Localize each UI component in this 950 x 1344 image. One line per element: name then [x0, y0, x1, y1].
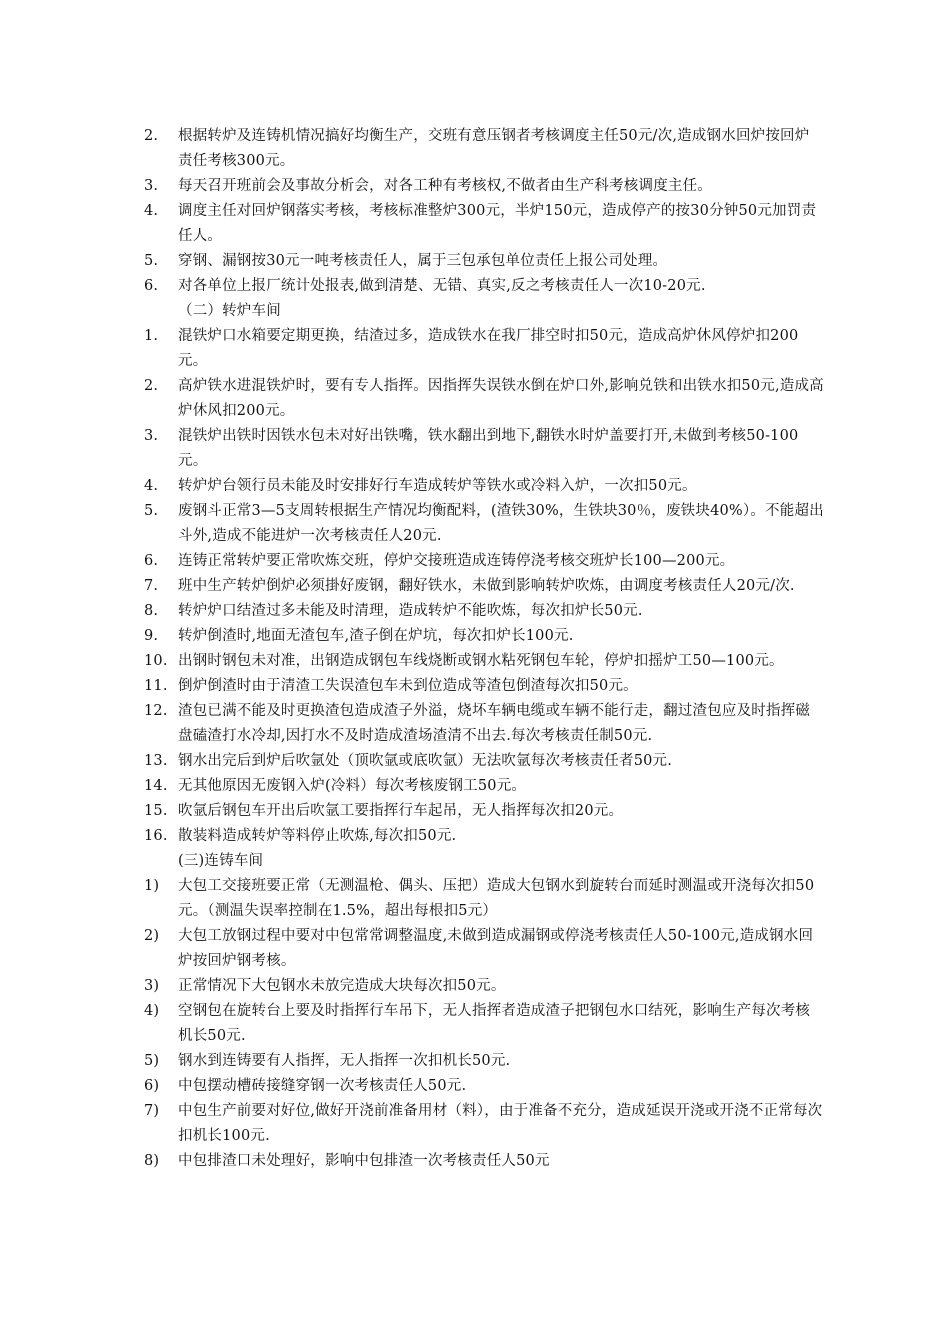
item-text: 穿钢、漏钢按30元一吨考核责任人，属于三包承包单位责任上报公司处理。 [178, 253, 668, 269]
list-item [144, 324, 824, 374]
item-number: 7. [144, 578, 159, 594]
item-number: 6. [144, 553, 159, 569]
item-number: 4. [144, 203, 159, 219]
item-number: 15. [144, 803, 168, 819]
item-number: 13. [144, 753, 168, 769]
item-text: 倒炉倒渣时由于清渣工失误渣包车未到位造成等渣包倒渣每次扣50元。 [178, 678, 638, 694]
item-text: 吹氩后钢包车开出后吹氩工要指挥行车起吊，无人指挥每次扣20元。 [178, 803, 624, 819]
item-number: 4. [144, 478, 159, 494]
list-item [144, 624, 824, 649]
item-text: 空钢包在旋转台上要及时指挥行车吊下，无人指挥者造成渣子把钢包水口结死，影响生产每次考核机长50元. [178, 1003, 811, 1044]
item-text: 废钢斗正常3—5支周转根据生产情况均衡配料，(渣铁30%，生铁块30％，废铁块40%）。不能超出斗外,造成不能进炉一次考核责任人20元. [178, 503, 824, 544]
item-number: 8) [144, 1153, 160, 1169]
item-number: 9. [144, 628, 159, 644]
document-body [144, 124, 824, 1174]
item-number: 7) [144, 1103, 160, 1119]
item-number: 11. [144, 678, 168, 694]
list-item [144, 424, 824, 474]
item-text: 混铁炉出铁时因铁水包未对好出铁嘴，铁水翻出到地下,翻铁水时炉盖要打开,未做到考核50-100元。 [178, 428, 799, 469]
item-text: 大包工交接班要正常（无测温枪、偶头、压把）造成大包钢水到旋转台而延时测温或开浇每次扣50元。（测温失误率控制在1.5%，超出每根扣5元） [178, 878, 815, 919]
item-text: 转炉倒渣时,地面无渣包车,渣子倒在炉坑，每次扣炉长100元. [178, 628, 574, 644]
item-text: 根据转炉及连铸机情况搞好均衡生产，交班有意压钢者考核调度主任50元/次,造成钢水回炉按回炉责任考核300元。 [178, 128, 810, 169]
item-number: 5) [144, 1053, 160, 1069]
item-text: 正常情况下大包钢水未放完造成大块每次扣50元。 [178, 978, 506, 994]
list-item [144, 124, 824, 174]
list-item [144, 649, 824, 674]
item-number: 1. [144, 328, 159, 344]
section-heading-converter: （二）转炉车间 [178, 303, 281, 319]
item-number: 8. [144, 603, 159, 619]
item-number: 16. [144, 828, 168, 844]
list-item [144, 1074, 824, 1099]
item-number: 3) [144, 978, 160, 994]
item-number: 12. [144, 703, 168, 719]
list-item [144, 674, 824, 699]
item-text: 连铸正常转炉要正常吹炼交班，停炉交接班造成连铸停浇考核交班炉长100—200元。 [178, 553, 735, 569]
list-item [144, 699, 824, 749]
item-text: 转炉炉台领行员未能及时安排好行车造成转炉等铁水或冷料入炉，一次扣50元。 [178, 478, 697, 494]
item-text: 中包摆动槽砖接缝穿钢一次考核责任人50元. [178, 1078, 467, 1094]
section-dispatch-list [144, 124, 824, 299]
item-number: 1) [144, 878, 160, 894]
item-text: 钢水出完后到炉后吹氩处（顶吹氩或底吹氩）无法吹氩每次考核责任者50元. [178, 753, 673, 769]
item-text: 中包生产前要对好位,做好开浇前准备用材（料），由于准备不充分，造成延误开浇或开浇不正常每次扣机长100元. [178, 1103, 823, 1144]
item-text: 渣包已满不能及时更换渣包造成渣子外溢，烧坏车辆电缆或车辆不能行走，翻过渣包应及时指挥磁盘磕渣打水冷却,因打水不及时造成渣场渣清不出去.每次考核责任制50元. [178, 703, 811, 744]
list-item [144, 549, 824, 574]
item-number: 14. [144, 778, 168, 794]
item-number: 10. [144, 653, 168, 669]
item-text: 混铁炉口水箱要定期更换，结渣过多，造成铁水在我厂排空时扣50元，造成高炉休风停炉扣200元。 [178, 328, 799, 369]
list-item [144, 1099, 824, 1149]
item-text: 大包工放钢过程中要对中包常常调整温度,未做到造成漏钢或停浇考核责任人50-100元,造成钢水回炉按回炉钢考核。 [178, 928, 814, 969]
item-text: 对各单位上报厂统计处报表,做到清楚、无错、真实,反之考核责任人一次10-20元. [178, 278, 706, 294]
item-text: 钢水到连铸要有人指挥，无人指挥一次扣机长50元. [178, 1053, 511, 1069]
list-item [144, 774, 824, 799]
item-text: 班中生产转炉倒炉必须掛好废钢，翻好铁水，未做到影响转炉吹炼，由调度考核责任人20元/次. [178, 578, 795, 594]
item-text: 中包排渣口未处理好，影响中包排渣一次考核责任人50元 [178, 1153, 550, 1169]
list-item [144, 749, 824, 774]
list-item [144, 274, 824, 299]
list-item [144, 974, 824, 999]
list-item [144, 249, 824, 274]
item-number: 2. [144, 378, 159, 394]
item-text: 每天召开班前会及事故分析会，对各工种有考核权,不做者由生产科考核调度主任。 [178, 178, 713, 194]
item-number: 3. [144, 178, 159, 194]
item-text: 出钢时钢包未对准，出钢造成钢包车线烧断或钢水粘死钢包车轮，停炉扣摇炉工50—100元。 [178, 653, 784, 669]
item-number: 6. [144, 278, 159, 294]
item-text: 高炉铁水进混铁炉时，要有专人指挥。因指挥失误铁水倒在炉口外,影响兑铁和出铁水扣50元,造成高炉休风扣200元。 [178, 378, 824, 419]
list-item [144, 824, 824, 849]
list-item [144, 874, 824, 924]
list-item [144, 174, 824, 199]
section-heading-caster: (三)连铸车间 [178, 853, 264, 869]
list-item [144, 499, 824, 549]
list-item [144, 574, 824, 599]
item-number: 2) [144, 928, 160, 944]
item-text: 散装料造成转炉等料停止吹炼,每次扣50元. [178, 828, 457, 844]
list-item [144, 1049, 824, 1074]
section-caster-list [144, 874, 824, 1174]
item-number: 3. [144, 428, 159, 444]
list-item [144, 924, 824, 974]
item-text: 转炉炉口结渣过多未能及时清理，造成转炉不能吹炼，每次扣炉长50元. [178, 603, 643, 619]
list-item [144, 474, 824, 499]
list-item [144, 374, 824, 424]
item-text: 调度主任对回炉钢落实考核，考核标准整炉300元，半炉150元，造成停产的按30分钟50元加罚责任人。 [178, 203, 817, 244]
item-number: 2. [144, 128, 159, 144]
item-number: 4) [144, 1003, 160, 1019]
list-item [144, 799, 824, 824]
item-number: 5. [144, 503, 159, 519]
item-number: 5. [144, 253, 159, 269]
list-item [144, 599, 824, 624]
item-number: 6) [144, 1078, 160, 1094]
section-converter-list [144, 324, 824, 849]
list-item [144, 1149, 824, 1174]
item-text: 无其他原因无废钢入炉(冷料）每次考核废钢工50元。 [178, 778, 527, 794]
list-item [144, 999, 824, 1049]
list-item [144, 199, 824, 249]
